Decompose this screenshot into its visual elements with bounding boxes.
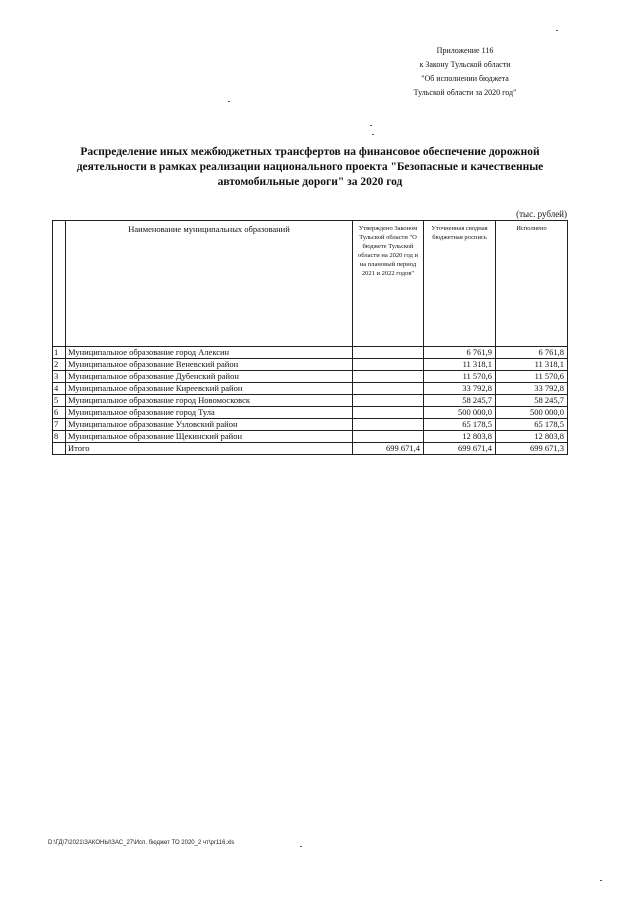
- table-row: [53, 419, 568, 431]
- row-executed: 58 245,7: [496, 395, 568, 407]
- appendix-block: [380, 44, 550, 100]
- row-name: Муниципальное образование город Алексин: [66, 347, 353, 359]
- row-name: Муниципальное образование Дубенский район: [66, 371, 353, 383]
- scan-speck: [300, 846, 302, 847]
- appendix-line: Приложение 116: [436, 46, 494, 55]
- appendix-line: Тульской области за 2020 год": [413, 88, 517, 97]
- row-approved: [353, 359, 424, 371]
- row-executed: 33 792,8: [496, 383, 568, 395]
- row-executed: 65 178,5: [496, 419, 568, 431]
- scan-speck: [600, 880, 602, 881]
- table-row: [53, 407, 568, 419]
- row-index: 1: [53, 347, 66, 359]
- row-executed: 11 570,6: [496, 371, 568, 383]
- row-name: Муниципальное образование Щекинский район: [66, 431, 353, 443]
- appendix-line: к Закону Тульской области: [419, 60, 511, 69]
- row-executed: 6 761,8: [496, 347, 568, 359]
- row-approved: [353, 371, 424, 383]
- row-name: Муниципальное образование Веневский район: [66, 359, 353, 371]
- row-approved: [353, 395, 424, 407]
- row-name: Муниципальное образование Киреевский район: [66, 383, 353, 395]
- header-index: [53, 221, 66, 347]
- total-name: Итого: [66, 443, 353, 455]
- row-approved: [353, 407, 424, 419]
- row-name: Муниципальное образование город Тула: [66, 407, 353, 419]
- total-executed: 699 671,3: [496, 443, 568, 455]
- row-index: 2: [53, 359, 66, 371]
- transfers-table: [52, 220, 568, 455]
- file-path-footer: D:\ГД\7\2021\ЗАКОНЫ\ЗАС_27\Исп. бюджет ТО 2020_2 чт\pr116.xls: [48, 840, 235, 846]
- row-index: 6: [53, 407, 66, 419]
- row-revised: 6 761,9: [424, 347, 496, 359]
- row-index: 8: [53, 431, 66, 443]
- scan-speck: [228, 101, 230, 102]
- row-name: Муниципальное образование Узловский район: [66, 419, 353, 431]
- row-revised: 58 245,7: [424, 395, 496, 407]
- table-header-row: [53, 221, 568, 347]
- row-index: 4: [53, 383, 66, 395]
- row-executed: 11 318,1: [496, 359, 568, 371]
- row-index: 3: [53, 371, 66, 383]
- row-executed: 500 000,0: [496, 407, 568, 419]
- units-label: (тыс. рублей): [516, 209, 567, 219]
- table-row: [53, 431, 568, 443]
- row-revised: 500 000,0: [424, 407, 496, 419]
- header-name: Наименование муниципальных образований: [66, 221, 353, 347]
- document-title: Распределение иных межбюджетных трансфертов на финансовое обеспечение дорожной деятельности в рамках реализации национального проекта "Безопасные и качественные автомобильные дороги" за 2020 год: [76, 146, 544, 188]
- table-row: [53, 359, 568, 371]
- row-executed: 12 803,8: [496, 431, 568, 443]
- row-approved: [353, 431, 424, 443]
- table-row: [53, 347, 568, 359]
- row-revised: 12 803,8: [424, 431, 496, 443]
- row-revised: 65 178,5: [424, 419, 496, 431]
- header-revised: Уточненная сводная бюджетная роспись: [424, 221, 496, 347]
- scan-speck: [556, 30, 558, 31]
- total-approved: 699 671,4: [353, 443, 424, 455]
- row-name: Муниципальное образование город Новомосковск: [66, 395, 353, 407]
- row-revised: 33 792,8: [424, 383, 496, 395]
- table-row: [53, 371, 568, 383]
- row-index: 5: [53, 395, 66, 407]
- scan-speck: [372, 134, 374, 135]
- total-index: [53, 443, 66, 455]
- appendix-line: "Об исполнении бюджета: [421, 74, 509, 83]
- row-revised: 11 570,6: [424, 371, 496, 383]
- total-revised: 699 671,4: [424, 443, 496, 455]
- header-executed: Исполнено: [496, 221, 568, 347]
- table-total-row: [53, 443, 568, 455]
- table-row: [53, 383, 568, 395]
- row-index: 7: [53, 419, 66, 431]
- header-approved: Утверждено Законом Тульской области "О бюджете Тульской области на 2020 год и на плановый период 2021 и 2022 годов": [353, 221, 424, 347]
- table-row: [53, 395, 568, 407]
- row-revised: 11 318,1: [424, 359, 496, 371]
- row-approved: [353, 419, 424, 431]
- row-approved: [353, 347, 424, 359]
- scan-speck: [370, 125, 372, 126]
- row-approved: [353, 383, 424, 395]
